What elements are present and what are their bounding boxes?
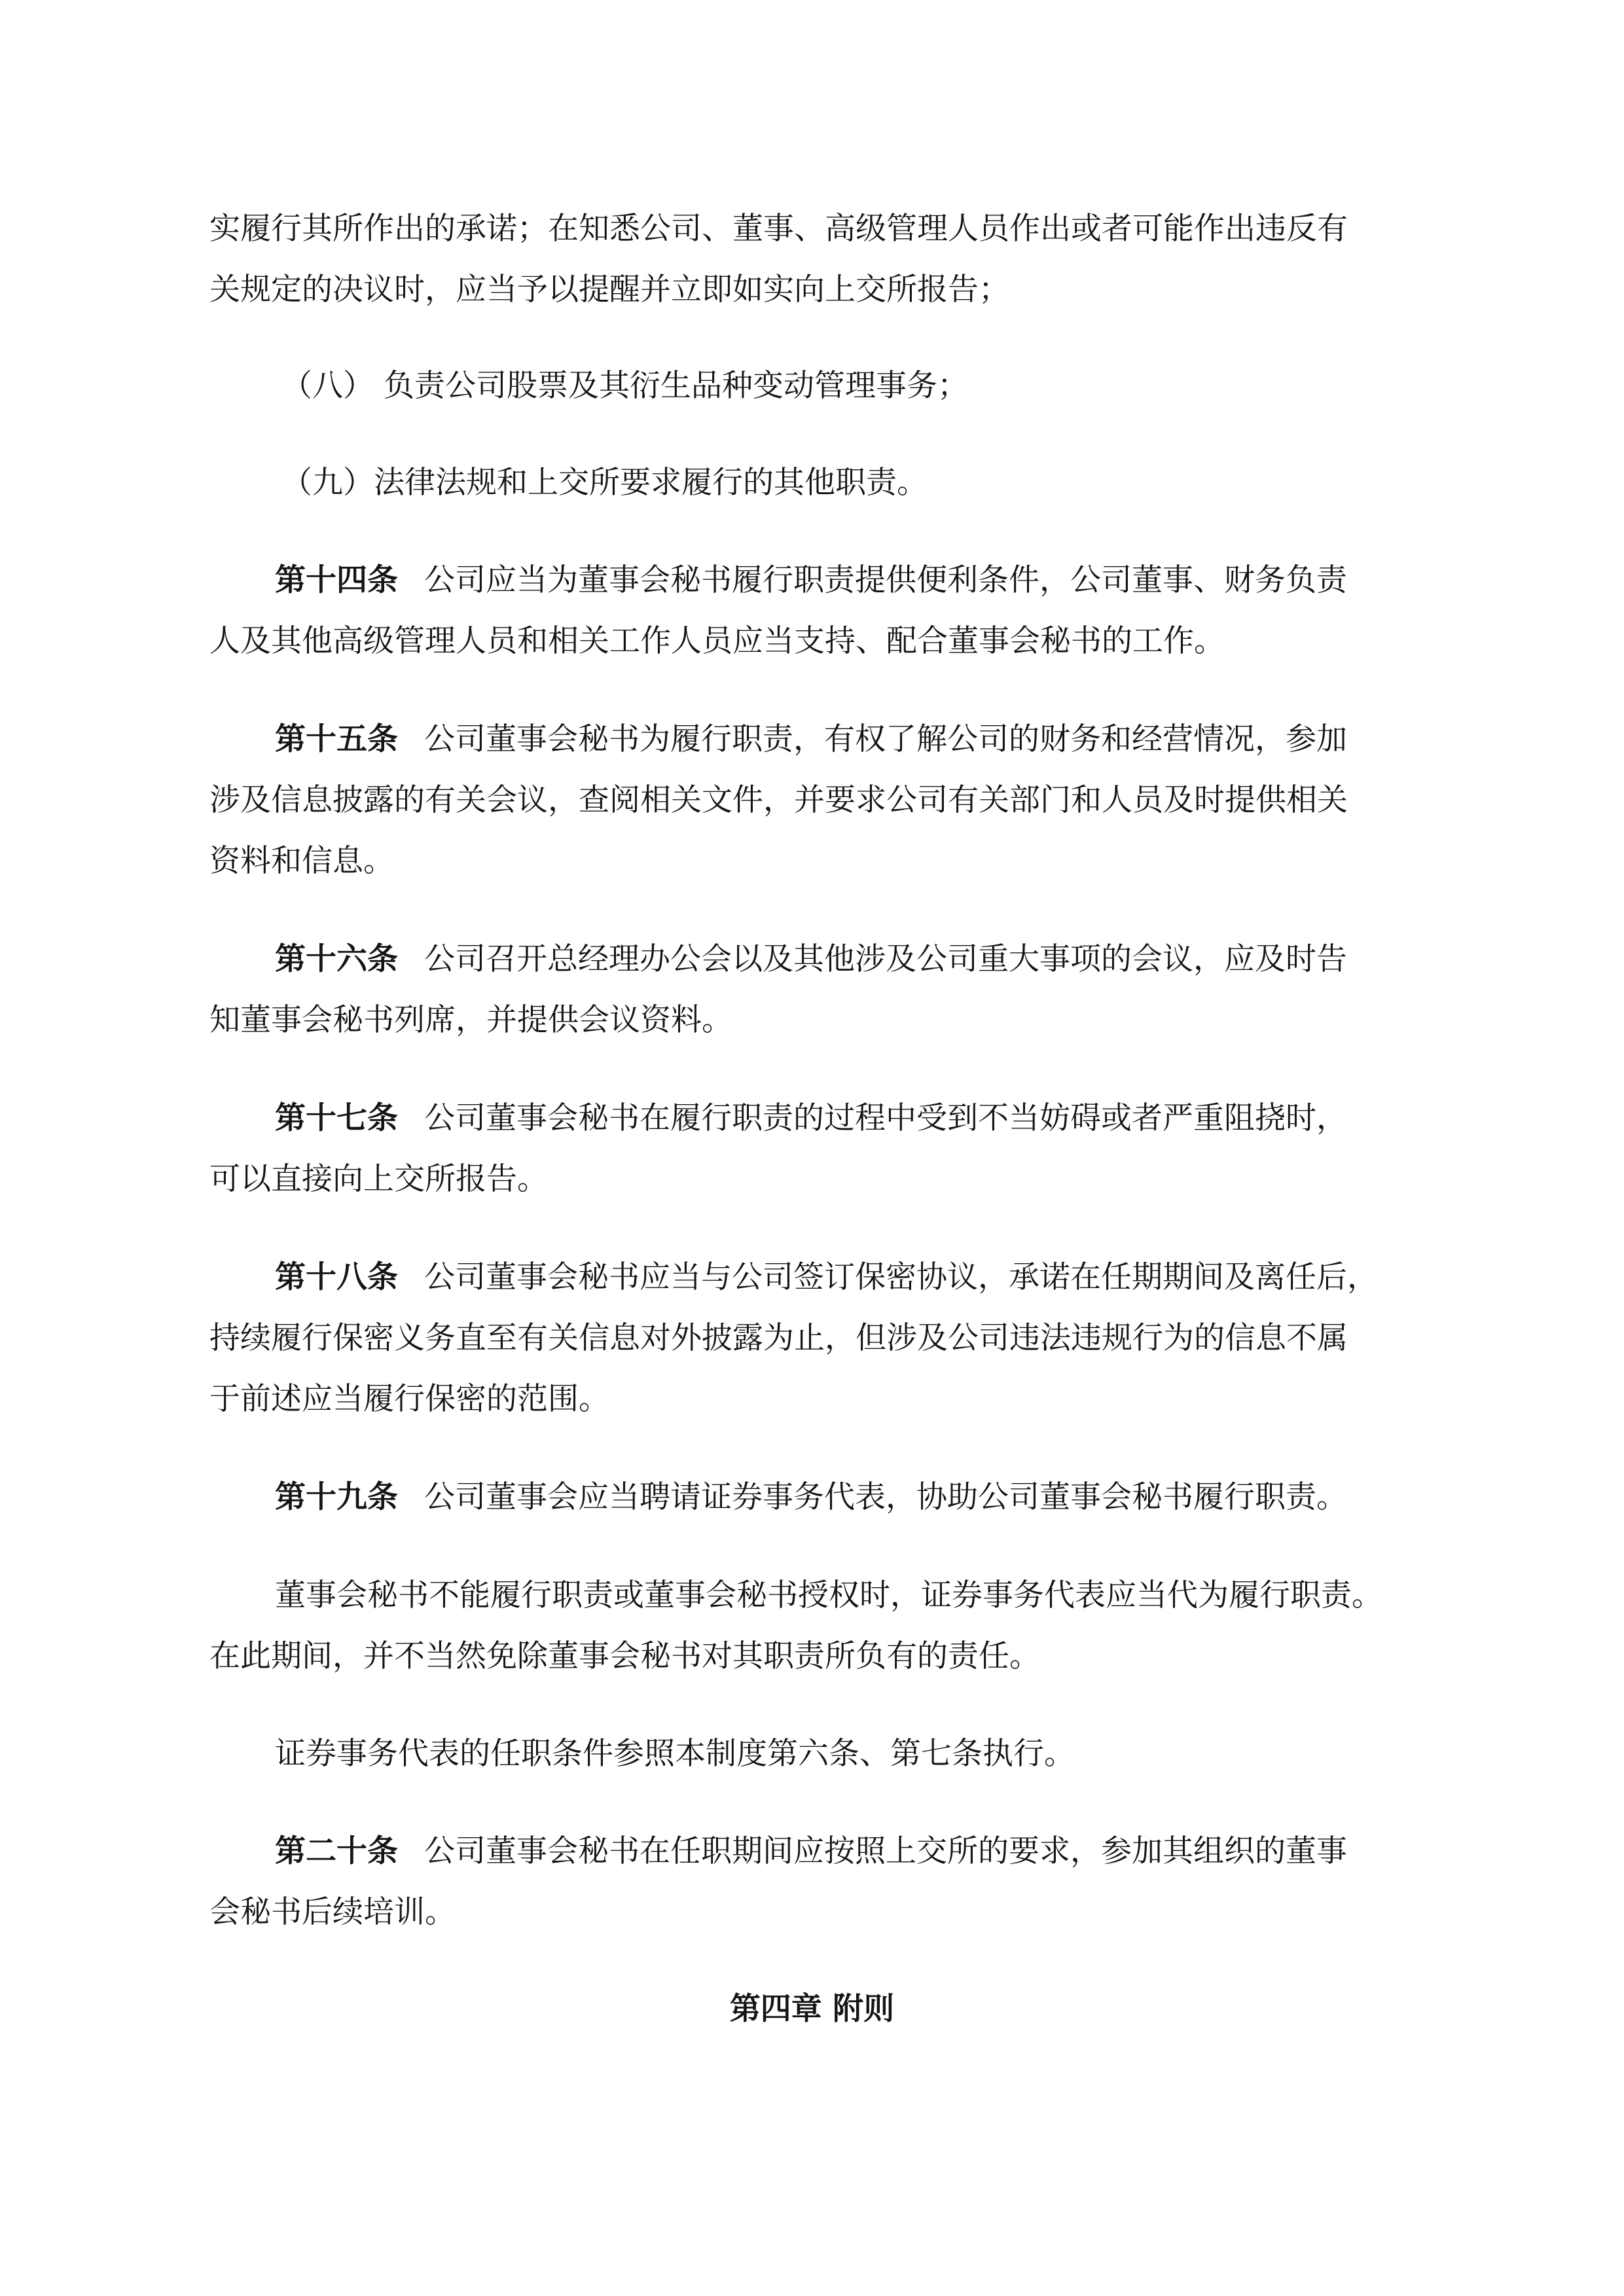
article-16 <box>0 937 1624 982</box>
article-number: 第二十条 <box>275 1833 398 1869</box>
paragraph-line <box>0 1316 1624 1361</box>
body-text: 在此期间，并不当然免除董事会秘书对其职责所负有的责任。 <box>209 1638 1040 1674</box>
body-text: 于前述应当履行保密的范围。 <box>209 1381 609 1417</box>
body-text: 人及其他高级管理人员和相关工作人员应当支持、配合董事会秘书的工作。 <box>209 623 1225 659</box>
article-number: 第十八条 <box>275 1259 398 1295</box>
paragraph-line <box>0 1157 1624 1202</box>
paragraph-line <box>0 619 1624 664</box>
body-text: 会秘书后续培训。 <box>209 1894 456 1930</box>
article-20 <box>0 1829 1624 1874</box>
article-15 <box>0 717 1624 762</box>
list-item-text: （八） 负责公司股票及其衍生品种变动管理事务； <box>281 368 968 404</box>
body-text: 公司董事会秘书为履行职责，有权了解公司的财务和经营情况，参加 <box>424 721 1347 757</box>
article-number: 第十九条 <box>275 1479 398 1515</box>
article-number: 第十六条 <box>275 941 398 977</box>
paragraph-line <box>0 1377 1624 1422</box>
article-number: 第十五条 <box>275 721 398 757</box>
paragraph-line <box>0 839 1624 884</box>
article-number: 第十四条 <box>275 562 398 598</box>
article-number: 第十七条 <box>275 1100 398 1136</box>
body-text: 持续履行保密义务直至有关信息对外披露为止，但涉及公司违法违规行为的信息不属 <box>209 1320 1348 1356</box>
article-17 <box>0 1096 1624 1141</box>
paragraph-line <box>0 1890 1624 1935</box>
paragraph-line <box>0 778 1624 823</box>
list-item-9 <box>0 461 1624 505</box>
paragraph-line <box>0 1634 1624 1679</box>
body-text: 公司董事会秘书在任职期间应按照上交所的要求，参加其组织的董事 <box>424 1833 1347 1869</box>
paragraph-line <box>0 1732 1624 1776</box>
list-item-8 <box>0 364 1624 408</box>
chapter-heading: 第四章 附则 <box>729 1991 895 2027</box>
body-text: 资料和信息。 <box>209 843 394 879</box>
body-text: 知董事会秘书列席，并提供会议资料。 <box>209 1002 732 1038</box>
paragraph-line <box>0 207 1624 251</box>
body-text: 实履行其所作出的承诺；在知悉公司、董事、高级管理人员作出或者可能作出违反有 <box>209 211 1348 247</box>
paragraph-line <box>0 268 1624 312</box>
paragraph-line <box>0 1573 1624 1618</box>
body-text: 董事会秘书不能履行职责或董事会秘书授权时，证券事务代表应当代为履行职责。 <box>275 1577 1382 1613</box>
body-text: 公司应当为董事会秘书履行职责提供便利条件，公司董事、财务负责 <box>424 562 1347 598</box>
body-text: 公司召开总经理办公会以及其他涉及公司重大事项的会议，应及时告 <box>424 941 1347 977</box>
article-14 <box>0 558 1624 603</box>
list-item-text: （九）法律法规和上交所要求履行的其他职责。 <box>281 465 928 501</box>
body-text: 证券事务代表的任职条件参照本制度第六条、第七条执行。 <box>275 1736 1075 1772</box>
body-text: 公司董事会秘书在履行职责的过程中受到不当妨碍或者严重阻挠时， <box>424 1100 1347 1136</box>
body-text: 可以直接向上交所报告。 <box>209 1161 548 1197</box>
article-19 <box>0 1475 1624 1520</box>
body-text: 关规定的决议时，应当予以提醒并立即如实向上交所报告； <box>209 272 1009 308</box>
paragraph-line <box>0 998 1624 1043</box>
body-text: 公司董事会秘书应当与公司签订保密协议，承诺在任期期间及离任后， <box>424 1259 1378 1295</box>
article-18 <box>0 1255 1624 1300</box>
body-text: 涉及信息披露的有关会议，查阅相关文件，并要求公司有关部门和人员及时提供相关 <box>209 782 1348 818</box>
body-text: 公司董事会应当聘请证券事务代表，协助公司董事会秘书履行职责。 <box>424 1479 1347 1515</box>
